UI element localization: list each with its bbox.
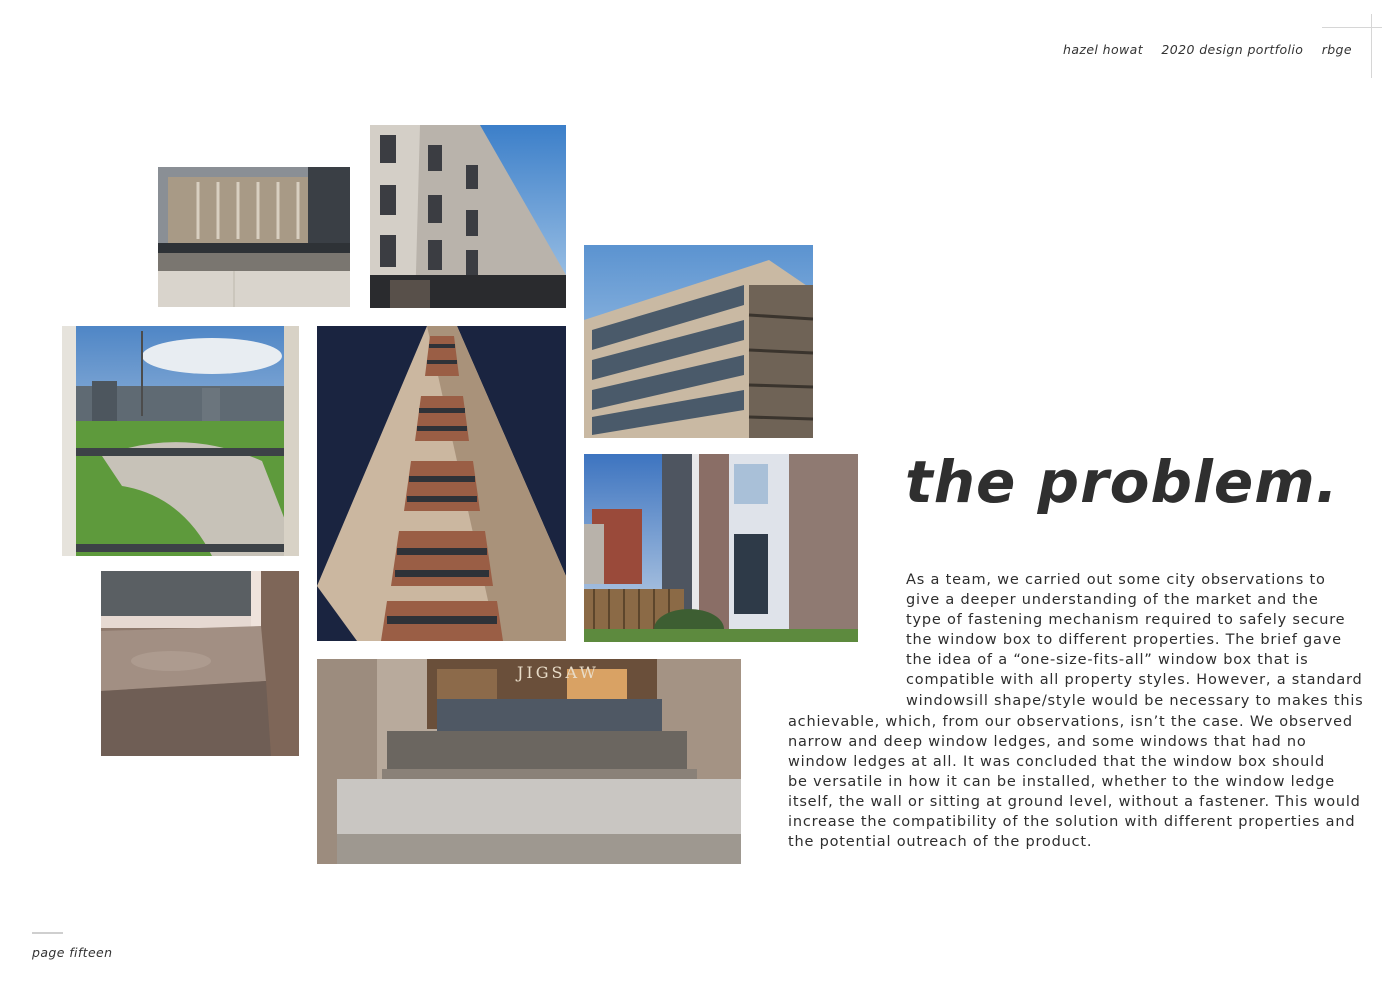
paragraph-line: the idea of a “one-size-fits-all” window box that is <box>906 652 1309 668</box>
corner-rule-horizontal <box>1322 27 1382 28</box>
shop-sign-text: JIGSAW <box>517 663 599 682</box>
page-number: page fifteen <box>32 945 113 960</box>
paragraph-line: increase the compatibility of the solution with different properties and <box>788 814 1356 830</box>
photo-georgian-building <box>370 125 566 308</box>
paragraph-line: the potential outreach of the product. <box>788 834 1093 850</box>
photo-shop-window-ledge <box>317 659 741 864</box>
photo-park-view <box>62 326 299 556</box>
photo-residential-fence <box>584 454 858 642</box>
paragraph-line: the window box to different properties. The brief gave <box>906 632 1342 648</box>
photo-window-reflection <box>158 167 350 307</box>
paragraph-line: be versatile in how it can be installed, whether to the window ledge <box>788 774 1335 790</box>
paragraph-line: window ledges at all. It was concluded that the window box should <box>788 754 1325 770</box>
photo-modern-apartments <box>584 245 813 438</box>
paragraph-line: compatible with all property styles. However, a standard <box>906 672 1363 688</box>
paragraph-line: give a deeper understanding of the market and the <box>906 592 1319 608</box>
paragraph-line: windowsill shape/style would be necessary to makes this <box>906 693 1364 709</box>
photo-windowsill-closeup <box>101 571 299 756</box>
photo-tower-block <box>317 326 566 641</box>
paragraph-line: achievable, which, from our observations, isn’t the case. We observed <box>788 714 1353 730</box>
paragraph-line: narrow and deep window ledges, and some windows that had no <box>788 734 1307 750</box>
page-header <box>1049 42 1352 57</box>
paragraph-line: itself, the wall or sitting at ground level, without a fastener. This would <box>788 794 1361 810</box>
paragraph-line: type of fastening mechanism required to safely secure <box>906 612 1346 628</box>
footer-rule <box>32 932 63 934</box>
header-portfolio: 2020 design portfolio <box>1161 42 1304 57</box>
paragraph-line: As a team, we carried out some city observations to <box>906 572 1326 588</box>
corner-rule-vertical <box>1371 14 1372 78</box>
page-title: the problem. <box>905 448 1339 516</box>
header-org: rbge <box>1321 42 1352 57</box>
header-author: hazel howat <box>1063 42 1144 57</box>
